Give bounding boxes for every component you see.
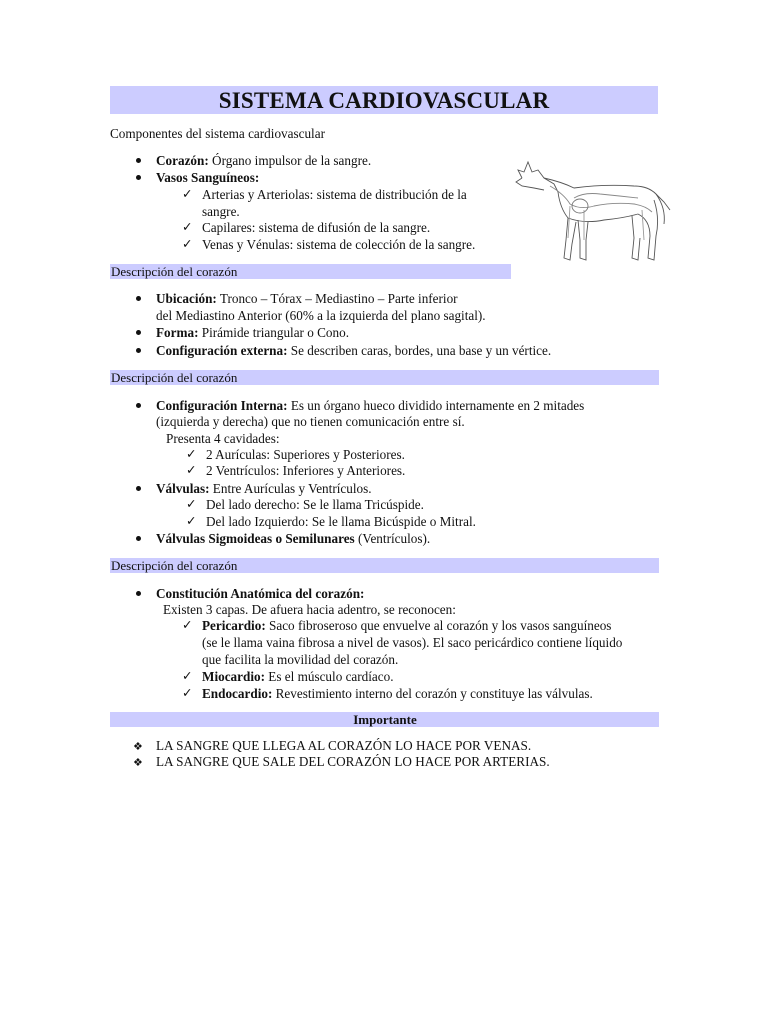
capas-text: Existen 3 capas. De afuera hacia adentro, se reconocen: [163, 602, 456, 617]
miocardio-label: Miocardio: [202, 669, 265, 684]
checkmark-icon: ✓ [182, 220, 193, 234]
cavidades-text: Presenta 4 cavidades: [166, 431, 280, 446]
constitucion-line [156, 586, 364, 603]
vasos-line [156, 170, 259, 187]
forma-line [156, 325, 349, 342]
pericardio-text-cont: que facilita la movilidad del corazón. [202, 652, 399, 667]
config-int-label: Configuración Interna: [156, 398, 288, 413]
important-item: LA SANGRE QUE SALE DEL CORAZÓN LO HACE POR ARTERIAS. [156, 754, 550, 769]
bullet-icon [136, 591, 141, 596]
checkmark-icon: ✓ [186, 463, 197, 477]
config-int-text: Es un órgano hueco dividido internamente en 2 mitades [287, 398, 585, 413]
valvula-item: Del lado Izquierdo: Se le llama Bicúspide o Mitral. [206, 514, 476, 529]
cavidad-item: 2 Ventrículos: Inferiores y Anteriores. [206, 463, 406, 478]
pericardio-text-cont: (se le llama vaina fibrosa a nivel de vasos). El saco pericárdico contiene líquido [202, 635, 623, 650]
bullet-icon [136, 158, 141, 163]
bullet-icon [136, 175, 141, 180]
forma-label: Forma: [156, 325, 199, 340]
ubicacion-text: Tronco – Tórax – Mediastino – Parte inferior [216, 291, 458, 306]
page-title: SISTEMA CARDIOVASCULAR [110, 86, 658, 114]
checkmark-icon: ✓ [182, 669, 193, 683]
config-ext-text: Se describen caras, bordes, una base y un vértice. [287, 343, 552, 358]
checkmark-icon: ✓ [182, 618, 193, 632]
valvulas-label: Válvulas: [156, 481, 210, 496]
section-heading: Descripción del corazón [110, 558, 659, 573]
diamond-bullet-icon: ❖ [133, 741, 143, 753]
endocardio-text: Revestimiento interno del corazón y constituye las válvulas. [272, 686, 593, 701]
pericardio-line [202, 618, 611, 635]
sigmoideas-line [156, 531, 430, 548]
pericardio-label: Pericardio: [202, 618, 266, 633]
checkmark-icon: ✓ [186, 447, 197, 461]
sigmoideas-text: (Ventrículos). [354, 531, 431, 546]
ubicacion-label: Ubicación: [156, 291, 217, 306]
config-ext-label: Configuración externa: [156, 343, 288, 358]
section-heading: Descripción del corazón [110, 370, 659, 385]
bullet-icon [136, 403, 141, 408]
corazon-label: Corazón: [156, 153, 209, 168]
important-heading: Importante [110, 712, 659, 727]
config-ext-line [156, 343, 551, 360]
ubicacion-line [156, 291, 458, 308]
vasos-item: Arterias y Arteriolas: sistema de distribución de la [202, 187, 467, 202]
diamond-bullet-icon: ❖ [133, 757, 143, 769]
config-int-text-cont: (izquierda y derecha) que no tienen comunicación entre sí. [156, 414, 465, 429]
endocardio-line [202, 686, 593, 703]
dog-circulatory-illustration [514, 148, 674, 268]
config-int-line [156, 398, 584, 415]
important-item: LA SANGRE QUE LLEGA AL CORAZÓN LO HACE POR VENAS. [156, 738, 532, 753]
bullet-icon [136, 348, 141, 353]
cavidad-item: 2 Aurículas: Superiores y Posteriores. [206, 447, 405, 462]
valvula-item: Del lado derecho: Se le llama Tricúspide. [206, 497, 424, 512]
checkmark-icon: ✓ [182, 686, 193, 700]
vasos-label: Vasos Sanguíneos: [156, 170, 260, 185]
vasos-item-cont: sangre. [202, 204, 240, 219]
constitucion-label: Constitución Anatómica del corazón: [156, 586, 365, 601]
miocardio-line [202, 669, 394, 686]
vasos-item: Capilares: sistema de difusión de la sangre. [202, 220, 431, 235]
bullet-icon [136, 330, 141, 335]
corazon-line [156, 153, 371, 170]
checkmark-icon: ✓ [186, 514, 197, 528]
sigmoideas-label: Válvulas Sigmoideas o Semilunares [156, 531, 355, 546]
pericardio-text: Saco fibroseroso que envuelve al corazón y los vasos sanguíneos [265, 618, 612, 633]
valvulas-text: Entre Aurículas y Ventrículos. [209, 481, 372, 496]
section-heading: Descripción del corazón [110, 264, 511, 279]
corazon-text: Órgano impulsor de la sangre. [208, 153, 372, 168]
miocardio-text: Es el músculo cardíaco. [265, 669, 394, 684]
forma-text: Pirámide triangular o Cono. [198, 325, 350, 340]
bullet-icon [136, 536, 141, 541]
bullet-icon [136, 296, 141, 301]
ubicacion-text-cont: del Mediastino Anterior (60% a la izquierda del plano sagital). [156, 308, 486, 323]
bullet-icon [136, 486, 141, 491]
checkmark-icon: ✓ [182, 187, 193, 201]
vasos-item: Venas y Vénulas: sistema de colección de la sangre. [202, 237, 476, 252]
checkmark-icon: ✓ [182, 237, 193, 251]
checkmark-icon: ✓ [186, 497, 197, 511]
intro-text: Componentes del sistema cardiovascular [110, 126, 325, 141]
endocardio-label: Endocardio: [202, 686, 273, 701]
